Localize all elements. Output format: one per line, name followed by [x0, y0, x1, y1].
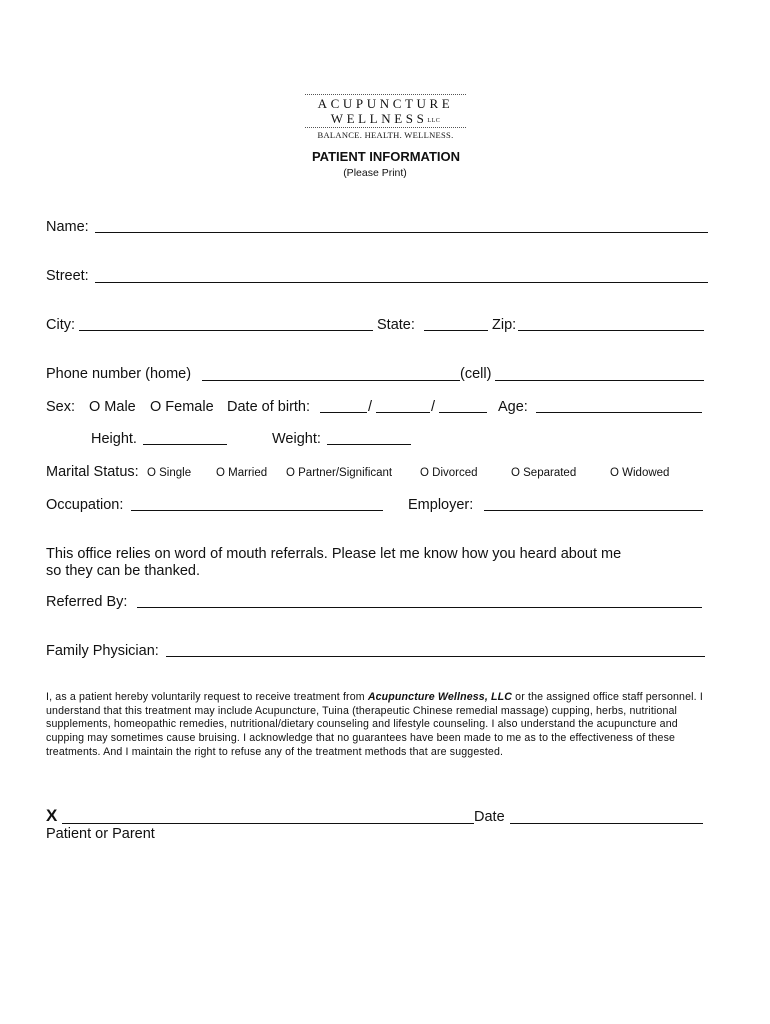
referral-text-line-2: so they can be thanked.	[46, 563, 200, 579]
date-label: Date	[474, 809, 505, 825]
marital-option-widowed[interactable]: O Widowed	[610, 467, 670, 479]
employer-label: Employer:	[408, 497, 474, 513]
age-field[interactable]	[536, 412, 702, 413]
phone-cell-field[interactable]	[495, 380, 704, 381]
sex-female-option[interactable]: O Female	[150, 399, 214, 415]
zip-label: Zip:	[492, 317, 517, 333]
state-label: State:	[377, 317, 415, 333]
dob-label: Date of birth:	[227, 399, 311, 415]
employer-field[interactable]	[484, 510, 703, 511]
height-label: Height.	[91, 431, 137, 447]
weight-label: Weight:	[272, 431, 321, 447]
dob-separator-2: /	[431, 399, 436, 415]
signature-field[interactable]	[62, 823, 474, 824]
city-field[interactable]	[79, 330, 373, 331]
logo-line-acupuncture: ACUPUNCTURE	[317, 96, 454, 111]
age-label: Age:	[498, 399, 528, 415]
logo-llc: LLC	[427, 118, 441, 124]
consent-lead: I, as a patient hereby voluntarily request to receive treatment from	[46, 691, 368, 703]
signature-caption: Patient or Parent	[46, 826, 155, 842]
occupation-label: Occupation:	[46, 497, 124, 513]
zip-field[interactable]	[518, 330, 704, 331]
phone-cell-label: (cell)	[460, 366, 492, 382]
height-field[interactable]	[143, 444, 227, 445]
sex-label: Sex:	[46, 399, 76, 415]
weight-field[interactable]	[327, 444, 411, 445]
marital-option-partner[interactable]: O Partner/Significant	[286, 467, 393, 479]
family-physician-field[interactable]	[166, 656, 705, 657]
logo-wellness-word: WELLNESS	[330, 111, 428, 126]
page-title: PATIENT INFORMATION	[311, 149, 461, 164]
dob-separator-1: /	[368, 399, 373, 415]
marital-option-divorced[interactable]: O Divorced	[420, 467, 478, 479]
city-label: City:	[46, 317, 75, 333]
page-subtitle: (Please Print)	[343, 167, 407, 179]
sex-male-option[interactable]: O Male	[89, 399, 136, 415]
marital-option-single[interactable]: O Single	[147, 467, 192, 479]
consent-body: or the assigned office staff personnel. I understand that this treatment may include Acupuncture, Tuina (therapeutic Chinese remedial massage) cupping, herbs, nutritional supplements, homeopathic remedies, nutritional/dietary counseling and lifestyle counseling. I also understand the acupuncture and cupping may sometimes cause bruising. I acknowledge that no guarantees have been made to me as to the effectiveness of these treatments. And I maintain the right to refuse any of the treatment methods that are suggested.	[46, 691, 703, 758]
consent-paragraph	[46, 691, 716, 760]
family-physician-label: Family Physician:	[46, 643, 159, 659]
occupation-field[interactable]	[131, 510, 383, 511]
logo-tagline: BALANCE. HEALTH. WELLNESS.	[317, 130, 454, 140]
signature-x-mark: X	[46, 806, 58, 825]
date-field[interactable]	[510, 823, 703, 824]
logo-top-rule	[305, 94, 466, 95]
phone-home-label: Phone number (home)	[46, 366, 192, 382]
consent-company-name: Acupuncture Wellness, LLC	[367, 691, 513, 703]
referral-text-line-1: This office relies on word of mouth referrals. Please let me know how you heard about me	[46, 546, 622, 562]
referred-by-label: Referred By:	[46, 594, 128, 610]
phone-home-field[interactable]	[202, 380, 460, 381]
dob-day-field[interactable]	[376, 412, 430, 413]
name-field[interactable]	[95, 232, 708, 233]
logo-bottom-rule	[305, 127, 466, 128]
referred-by-field[interactable]	[137, 607, 702, 608]
marital-option-separated[interactable]: O Separated	[511, 467, 577, 479]
marital-option-married[interactable]: O Married	[216, 467, 268, 479]
dob-month-field[interactable]	[320, 412, 367, 413]
street-label: Street:	[46, 268, 89, 284]
dob-year-field[interactable]	[439, 412, 487, 413]
street-field[interactable]	[95, 282, 708, 283]
name-label: Name:	[46, 219, 89, 235]
state-field[interactable]	[424, 330, 488, 331]
marital-status-label: Marital Status:	[46, 464, 139, 480]
